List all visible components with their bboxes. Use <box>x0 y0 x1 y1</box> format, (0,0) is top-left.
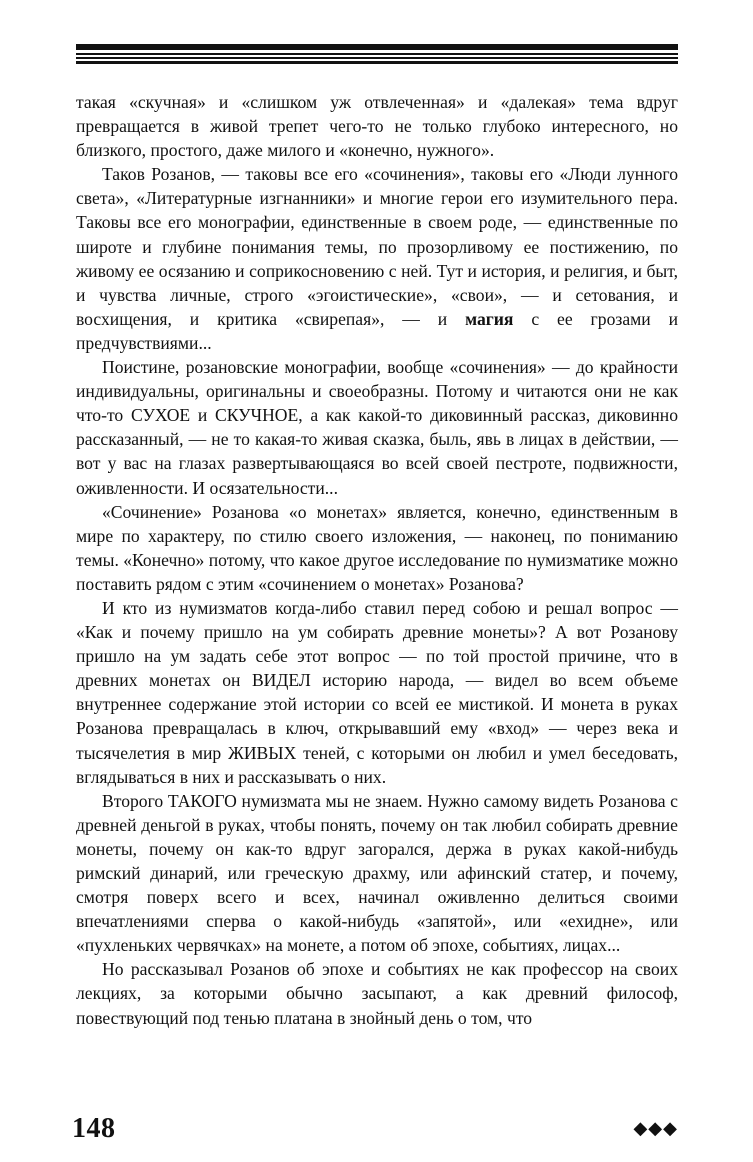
emphasis-magic: магия <box>465 308 514 329</box>
paragraph-6: Второго ТАКОГО нумизмата мы не знаем. Нужно самому видеть Розанова с древней деньгой в руках, чтобы понять, почему он так любил собирать древние монеты, почему он как-то вдруг загорался, держа в руках какой-нибудь римский динарий, или греческую драхму, или афинский статер, и почему, смотря поверх всего и всех, начинал оживленно делиться своими впечатлениями сперва о какой-нибудь «запятой», или «ехидне», или «пухленьких червячках» на монете, а потом об эпохе, событиях, лицах... <box>76 790 678 956</box>
rule-line <box>76 53 678 55</box>
book-page <box>72 0 678 1162</box>
paragraph-5: И кто из нумизматов когда-либо ставил перед собою и решал вопрос — «Как и почему пришло на ум собирать древние монеты»? А вот Розанову пришло на ум задать себе этот вопрос — по той простой причине, что в древних монетах он ВИДЕЛ историю народа, — видел во всем объеме внутреннее содержание этой истории со всей ее мистикой. И монета в руках Розанова превращалась в ключ, открывавший ему «вход» — через века и тысячелетия в мир ЖИВЫХ теней, с которыми он любил и умел беседовать, вглядываться в них и рассказывать о них. <box>76 597 678 787</box>
diamond-ornament-icon: ◆◆◆ <box>633 1118 678 1139</box>
header-rule <box>76 44 678 66</box>
paragraph-2 <box>76 162 678 355</box>
paragraph-2-tail: с ее грозами и предчувствиями... <box>76 308 678 353</box>
paragraph-3: Поистине, розановские монографии, вообще «сочинения» — до крайности индивидуальны, оригинальны и своеобразны. Потому и читаются они не как что-то СУХОЕ и СКУЧНОЕ, а как какой-то диковинный рассказ, диковинно рассказанный, — не то какая-то живая сказка, быль, явь в лицах в действии, — вот у вас на глазах развертывающаяся во всей своей пестроте, подвижности, оживленности. И осязательности... <box>76 357 678 498</box>
body-text <box>76 90 678 1030</box>
rule-line <box>76 57 678 59</box>
paragraph-7: Но рассказывал Розанов об эпохе и событиях не как профессор на своих лекциях, за которыми обычно засыпают, а как древний философ, повествующий под тенью платана в знойный день о том, что <box>76 959 678 1028</box>
paragraph-2-text: Таков Розанов, — таковы все его «сочинения», таковы его «Люди лунного света», «Литературные изгнанники» и многие герои его изумительного пера. Таковы все его монографии, единственные в своем роде, — единственные по широте и глубине понимания темы, по прозорливому ее постижению, по живому ее осязанию и соприкосновению с ней. Тут и история, и религия, и быт, и чувства личные, строго «эгоистические», «свои», — и сетования, и восхищения, и критика «свирепая», — и <box>76 164 678 329</box>
paragraph-1: такая «скучная» и «слишком уж отвлеченная» и «далекая» тема вдруг превращается в живой трепет чего-то не только глубоко интересного, но близкого, простого, даже милого и «конечно, нужного». <box>76 92 678 161</box>
rule-line <box>76 61 678 64</box>
page-number: 148 <box>72 1113 116 1144</box>
paragraph-4: «Сочинение» Розанова «о монетах» является, конечно, единственным в мире по характеру, по стилю своего изложения, — наконец, по пониманию темы. «Конечно» потому, что какое другое исследование по нумизматике можно поставить рядом с этим «сочинением о монетах» Розанова? <box>76 501 678 594</box>
rule-line <box>76 44 678 50</box>
